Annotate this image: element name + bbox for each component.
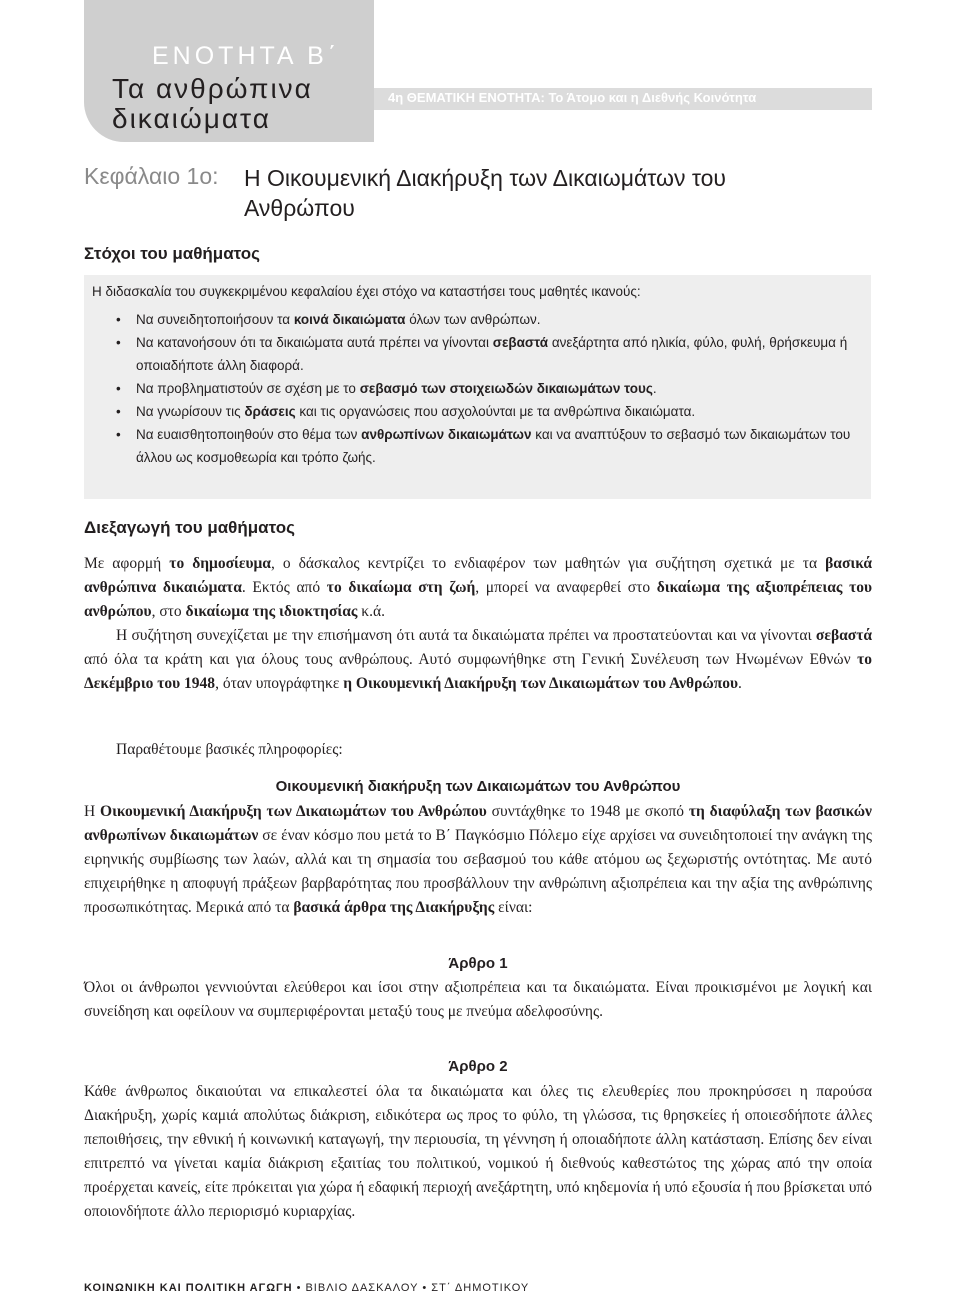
chapter-number: Κεφάλαιο 1ο: bbox=[84, 163, 219, 189]
goal-item: • Να προβληματιστούν σε σχέση με το σεβασμό των στοιχειωδών δικαιωμάτων τους. bbox=[92, 377, 862, 400]
footer-subject: ΚΟΙΝΩΝΙΚΗ ΚΑΙ ΠΟΛΙΤΙΚΗ ΑΓΩΓΗ bbox=[84, 1282, 293, 1294]
thematic-unit-title: 4η ΘΕΜΑΤΙΚΗ ΕΝΟΤΗΤΑ: Το Άτομο και η Διεθνής Κοινότητα bbox=[388, 90, 757, 105]
footer-book: ΒΙΒΛΙΟ ΔΑΣΚΑΛΟΥ bbox=[305, 1282, 419, 1294]
goal-item: • Να κατανοήσουν ότι τα δικαιώματα αυτά πρέπει να γίνονται σεβαστά ανεξάρτητα από ηλικία, φύλο, φυλή, θρήσκευμα ή οποιαδήποτε άλλη διαφορά. bbox=[92, 331, 862, 377]
declaration-title: Οικουμενική διακήρυξη των Δικαιωμάτων του Ανθρώπου bbox=[275, 778, 681, 795]
footer-grade: ΣΤ΄ ΔΗΜΟΤΙΚΟΥ bbox=[431, 1282, 530, 1294]
chapter-title: Η Οικουμενική Διακήρυξη των Δικαιωμάτων του Ανθρώπου bbox=[244, 165, 727, 221]
declaration-paragraph: Η Οικουμενική Διακήρυξη των Δικαιωμάτων του Ανθρώπου συντάχθηκε το 1948 με σκοπό τη διαφύλαξη των βασικών ανθρωπίνων δικαιωμάτων σε έναν κόσμο που μετά το Β΄ Παγκόσμιο Πόλεμο είχε αρχίσει να συνειδητοποιεί την ανάγκη της ειρηνικής συμβίωσης των λαών, αλλά και τη σημασία του σεβασμού του κάθε ατόμου ως ξεχωριστής οντότητας. Με αυτό επιχειρήθηκε η αποφυγή πράξεων βαρβαρότητας που προσβάλλουν την ανθρώπινη αξιοπρέπεια και την αξία της ανθρώπινης προσωπικότητας. Μερικά από τα βασικά άρθρα της Διακήρυξης είναι: bbox=[84, 803, 872, 916]
conduct-paragraph-3: Παραθέτουμε βασικές πληροφορίες: bbox=[116, 741, 343, 758]
conduct-paragraph-2: Η συζήτηση συνεχίζεται με την επισήμανση ότι αυτά τα δικαιώματα πρέπει να προστατεύονται και να γίνονται σεβαστά από όλα τα κράτη και για όλους τους ανθρώπους. Αυτό συμφωνήθηκε στη Γενική Συνέλευση των Ηνωμένων Εθνών το Δεκέμβριο του 1948, όταν υπογράφτηκε η Οικουμενική Διακήρυξη των Δικαιωμάτων του Ανθρώπου. bbox=[84, 627, 872, 692]
article-1-text: Όλοι οι άνθρωποι γεννιούνται ελεύθεροι και ίσοι στην αξιοπρέπεια και τα δικαιώματα. Είναι προικισμένοι με λογική και συνείδηση και οφείλουν να συμπεριφέρονται μεταξύ τους με πνεύμα αδελφοσύνης. bbox=[84, 979, 872, 1020]
goals-heading: Στόχοι του μαθήματος bbox=[84, 244, 261, 263]
footer-separator: • bbox=[296, 1282, 302, 1294]
article-2-text: Κάθε άνθρωπος δικαιούται να επικαλεστεί όλα τα δικαιώματα και όλες τις ελευθερίες που προκηρύσσει η παρούσα Διακήρυξη, χωρίς καμιά απολύτως διάκριση, ειδικότερα ως προς το φύλο, τη γλώσσα, τις θρησκείες ή οποιεσδήποτε άλλες πεποιθήσεις, την εθνική ή κοινωνική καταγωγή, την περιουσία, τη γέννηση ή οποιαδήποτε άλλη κατάσταση. Επίσης δεν είναι επιτρεπτό να γίνεται καμία διάκριση εξαιτίας του πολιτικού, νομικού ή διεθνούς καθεστώτος της χώρας από την οποία προέρχεται κανείς, είτε πρόκειται για χώρα ή εδαφική περιοχή ανεξάρτητη, υπό κηδεμονία ή υπό εξουσία ή που βρίσκεται υπό οποιονδήποτε άλλο περιορισμό κυριαρχίας. bbox=[84, 1083, 872, 1220]
goal-item: • Να συνειδητοποιήσουν τα κοινά δικαιώματα όλων των ανθρώπων. bbox=[92, 308, 862, 331]
unit-title: Τα ανθρώπινα δικαιώματα bbox=[112, 73, 313, 134]
footer-separator: • bbox=[422, 1282, 428, 1294]
conduct-paragraph-1: Με αφορμή το δημοσίευμα, ο δάσκαλος κεντρίζει το ενδιαφέρον των μαθητών για συζήτηση σχετικά με τα βασικά ανθρώπινα δικαιώματα. Εκτός από το δικαίωμα στη ζωή, μπορεί να αναφερθεί στο δικαίωμα της αξιοπρέπειας του ανθρώπου, στο δικαίωμα της ιδιοκτησίας κ.ά. bbox=[84, 555, 873, 620]
goals-intro: Η διδασκαλία του συγκεκριμένου κεφαλαίου έχει στόχο να καταστήσει τους μαθητές ικανούς: bbox=[92, 284, 641, 299]
article-2-title: Άρθρο 2 bbox=[448, 1058, 508, 1075]
page-footer bbox=[84, 1282, 529, 1294]
unit-label: ΕΝΟΤΗΤΑ Β΄ bbox=[152, 42, 341, 70]
conduct-heading: Διεξαγωγή του μαθήματος bbox=[84, 518, 295, 537]
goal-item: • Να γνωρίσουν τις δράσεις και τις οργανώσεις που ασχολούνται με τα ανθρώπινα δικαιώματα. bbox=[92, 400, 862, 423]
goals-list bbox=[92, 308, 862, 469]
goal-item: • Να ευαισθητοποιηθούν στο θέμα των ανθρωπίνων δικαιωμάτων και να αναπτύξουν το σεβασμό των δικαιωμάτων του άλλου ως κοσμοθεωρία και τρόπο ζωής. bbox=[92, 423, 862, 469]
article-1-title: Άρθρο 1 bbox=[448, 955, 508, 972]
